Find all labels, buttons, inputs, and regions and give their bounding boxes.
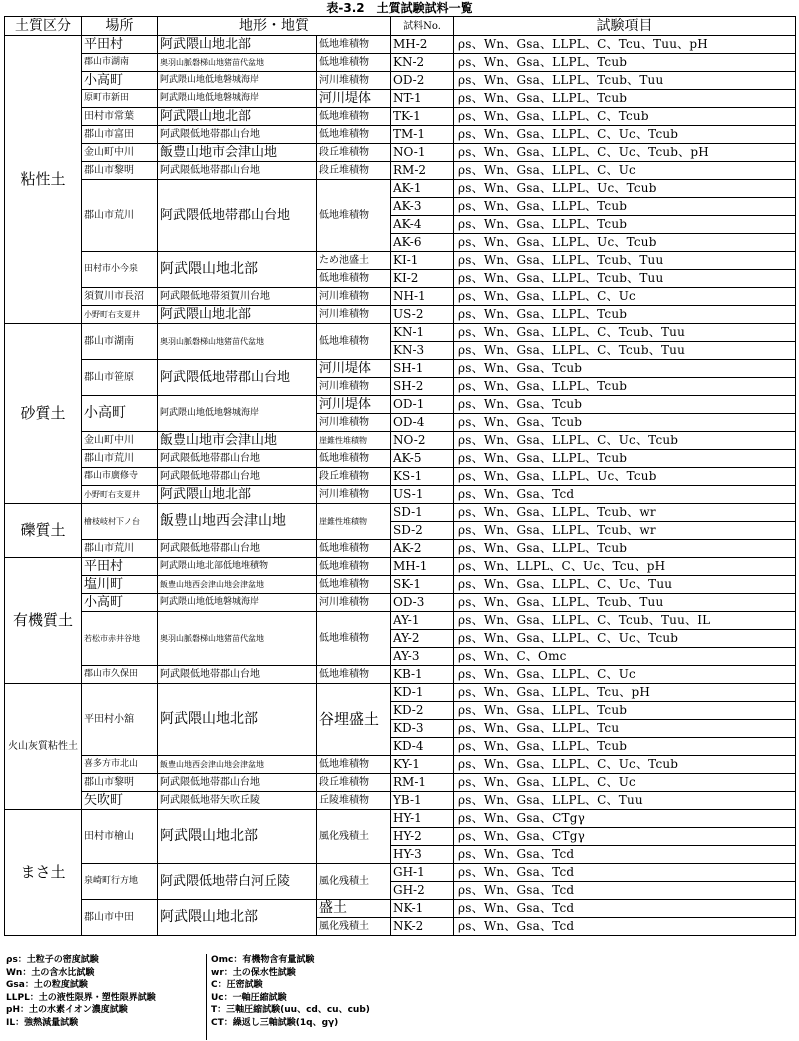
geology-cell: 低地堆積物 bbox=[317, 108, 391, 126]
place-cell: 小野町右支夏井 bbox=[82, 486, 158, 504]
geology-cell: 低地堆積物 bbox=[317, 180, 391, 252]
place-cell: 郡山市湖南 bbox=[82, 324, 158, 360]
legend-left-column bbox=[6, 954, 156, 1029]
category-cell: まさ土 bbox=[5, 810, 82, 936]
tests-cell: ρs、Wn、Gsa、Tcub bbox=[454, 414, 796, 432]
table-row bbox=[5, 468, 796, 486]
tests-cell: ρs、Wn、Gsa、Tcd bbox=[454, 918, 796, 936]
sample-no-cell: RM-2 bbox=[391, 162, 454, 180]
table-row bbox=[5, 72, 796, 90]
place-cell: 須賀川市長沼 bbox=[82, 288, 158, 306]
place-cell: 原町市新田 bbox=[82, 90, 158, 108]
geology-cell: ため池盛土 bbox=[317, 252, 391, 270]
sample-no-cell: KN-2 bbox=[391, 54, 454, 72]
sample-no-cell: OD-3 bbox=[391, 594, 454, 612]
geology-cell: 河川堆積物 bbox=[317, 414, 391, 432]
table-row bbox=[5, 810, 796, 828]
tests-cell: ρs、Wn、Gsa、LLPL、Uc、Tcub bbox=[454, 234, 796, 252]
place-cell: 小高町 bbox=[82, 594, 158, 612]
geology-cell: 谷埋盛土 bbox=[317, 684, 391, 756]
geology-cell: 低地堆積物 bbox=[317, 54, 391, 72]
tests-cell: ρs、Wn、Gsa、LLPL、Tcub bbox=[454, 540, 796, 558]
legend-right-column bbox=[206, 954, 370, 1040]
terrain-cell: 奥羽山脈磐梯山地猪苗代盆地 bbox=[158, 324, 317, 360]
terrain-cell: 飯豊山地市会津山地 bbox=[158, 432, 317, 450]
tests-cell: ρs、Wn、Gsa、LLPL、Tcu、pH bbox=[454, 684, 796, 702]
sample-no-cell: KN-3 bbox=[391, 342, 454, 360]
sample-no-cell: KI-2 bbox=[391, 270, 454, 288]
sample-no-cell: SH-1 bbox=[391, 360, 454, 378]
sample-no-cell: OD-2 bbox=[391, 72, 454, 90]
tests-cell: ρs、Wn、Gsa、LLPL、Tcub、Tuu bbox=[454, 270, 796, 288]
geology-cell: 盛土 bbox=[317, 900, 391, 918]
place-cell: 郡山市笹原 bbox=[82, 360, 158, 396]
table-row bbox=[5, 540, 796, 558]
place-cell: 郡山市廣修寺 bbox=[82, 468, 158, 486]
geology-cell: 段丘堆積物 bbox=[317, 774, 391, 792]
table-row bbox=[5, 486, 796, 504]
tests-cell: ρs、Wn、Gsa、LLPL、Tcu bbox=[454, 720, 796, 738]
terrain-cell: 阿武隈山地北部 bbox=[158, 810, 317, 864]
sample-no-cell: KD-3 bbox=[391, 720, 454, 738]
terrain-cell: 飯豊山地西会津山地会津盆地 bbox=[158, 576, 317, 594]
table-row bbox=[5, 108, 796, 126]
sample-no-cell: OD-4 bbox=[391, 414, 454, 432]
legend-item: ρs：土粒子の密度試験 bbox=[6, 955, 99, 965]
terrain-cell: 阿武隈山地低地磐城海岸 bbox=[158, 594, 317, 612]
sample-no-cell: RM-1 bbox=[391, 774, 454, 792]
legend-item: IL：強熱減量試験 bbox=[6, 1017, 79, 1028]
tests-cell: ρs、Wn、Gsa、Tcub bbox=[454, 360, 796, 378]
sample-no-cell: US-2 bbox=[391, 306, 454, 324]
table-row bbox=[5, 504, 796, 522]
legend-item: CT：繰返し三軸試験(1q、gγ) bbox=[211, 1017, 339, 1028]
place-cell: 郡山市湖南 bbox=[82, 54, 158, 72]
place-cell: 檜枝岐村下ノ台 bbox=[82, 504, 158, 540]
terrain-cell: 阿武隈低地帯郡山台地 bbox=[158, 180, 317, 252]
sample-no-cell: KB-1 bbox=[391, 666, 454, 684]
terrain-cell: 阿武隈山地低地磐城海岸 bbox=[158, 396, 317, 432]
sample-no-cell: KD-4 bbox=[391, 738, 454, 756]
table-row bbox=[5, 594, 796, 612]
tests-cell: ρs、Wn、Gsa、LLPL、Tcub、Tuu bbox=[454, 72, 796, 90]
sample-no-cell: AK-4 bbox=[391, 216, 454, 234]
geology-cell: 低地堆積物 bbox=[317, 576, 391, 594]
table-row bbox=[5, 162, 796, 180]
header-soil-class: 土質区分 bbox=[5, 17, 82, 36]
sample-no-cell: GH-2 bbox=[391, 882, 454, 900]
table-row bbox=[5, 252, 796, 270]
sample-no-cell: AK-6 bbox=[391, 234, 454, 252]
table-row bbox=[5, 360, 796, 378]
geology-cell: 低地堆積物 bbox=[317, 36, 391, 54]
sample-no-cell: KI-1 bbox=[391, 252, 454, 270]
terrain-cell: 阿武隈山地低地磐城海岸 bbox=[158, 72, 317, 90]
category-cell: 有機質土 bbox=[5, 558, 82, 684]
geology-cell: 低地堆積物 bbox=[317, 270, 391, 288]
table-row bbox=[5, 90, 796, 108]
tests-cell: ρs、Wn、Gsa、LLPL、C、Uc、Tcub bbox=[454, 756, 796, 774]
terrain-cell: 阿武隈低地帯郡山台地 bbox=[158, 360, 317, 396]
tests-cell: ρs、Wn、Gsa、CTgγ bbox=[454, 810, 796, 828]
tests-cell: ρs、Wn、Gsa、LLPL、C、Tuu bbox=[454, 792, 796, 810]
tests-cell: ρs、Wn、Gsa、LLPL、C、Uc bbox=[454, 774, 796, 792]
terrain-cell: 奥羽山脈磐梯山地猪苗代盆地 bbox=[158, 54, 317, 72]
tests-cell: ρs、Wn、Gsa、LLPL、Tcub、wr bbox=[454, 522, 796, 540]
sample-no-cell: AY-2 bbox=[391, 630, 454, 648]
tests-cell: ρs、Wn、Gsa、LLPL、Uc、Tcub bbox=[454, 180, 796, 198]
tests-cell: ρs、Wn、Gsa、Tcd bbox=[454, 900, 796, 918]
terrain-cell: 阿武隈低地帯郡山台地 bbox=[158, 450, 317, 468]
tests-cell: ρs、Wn、Gsa、LLPL、C、Uc、Tcub bbox=[454, 630, 796, 648]
terrain-cell: 阿武隈山地北部 bbox=[158, 36, 317, 54]
tests-cell: ρs、Wn、Gsa、LLPL、C、Uc、Tcub bbox=[454, 432, 796, 450]
geology-cell: 低地堆積物 bbox=[317, 540, 391, 558]
geology-cell: 河川堆積物 bbox=[317, 378, 391, 396]
terrain-cell: 阿武隈低地帯郡山台地 bbox=[158, 162, 317, 180]
table-row bbox=[5, 684, 796, 702]
table-row bbox=[5, 864, 796, 882]
geology-cell: 段丘堆積物 bbox=[317, 162, 391, 180]
geology-cell: 低地堆積物 bbox=[317, 450, 391, 468]
terrain-cell: 阿武隈低地帯郡山台地 bbox=[158, 774, 317, 792]
sample-no-cell: SD-1 bbox=[391, 504, 454, 522]
table-row bbox=[5, 612, 796, 630]
terrain-cell: 阿武隈山地北部 bbox=[158, 486, 317, 504]
geology-cell: 低地堆積物 bbox=[317, 324, 391, 360]
tests-cell: ρs、Wn、Gsa、LLPL、Tcub bbox=[454, 378, 796, 396]
place-cell: 郡山市荒川 bbox=[82, 180, 158, 252]
place-cell: 田村市常葉 bbox=[82, 108, 158, 126]
legend-item: pH：土の水素イオン濃度試験 bbox=[6, 1005, 128, 1015]
tests-cell: ρs、Wn、Gsa、Tcd bbox=[454, 864, 796, 882]
category-cell: 火山灰質粘性土 bbox=[5, 684, 82, 810]
place-cell: 小高町 bbox=[82, 72, 158, 90]
geology-cell: 風化残積土 bbox=[317, 918, 391, 936]
tests-cell: ρs、Wn、Gsa、LLPL、Tcub bbox=[454, 90, 796, 108]
tests-cell: ρs、Wn、Gsa、Tcd bbox=[454, 486, 796, 504]
legend-item: Omc：有機物含有量試験 bbox=[211, 955, 315, 965]
geology-cell: 崖錐性堆積物 bbox=[317, 432, 391, 450]
tests-cell: ρs、Wn、Gsa、Tcub bbox=[454, 396, 796, 414]
header-tests: 試験項目 bbox=[454, 17, 796, 36]
legend-item: LLPL：土の液性限界・塑性限界試験 bbox=[6, 992, 156, 1003]
terrain-cell: 飯豊山地市会津山地 bbox=[158, 144, 317, 162]
sample-no-cell: KD-2 bbox=[391, 702, 454, 720]
terrain-cell: 奥羽山脈磐梯山地猪苗代盆地 bbox=[158, 612, 317, 666]
tests-cell: ρs、Wn、Gsa、LLPL、Tcub bbox=[454, 738, 796, 756]
place-cell: 田村市小今泉 bbox=[82, 252, 158, 288]
geology-cell: 崖錐性堆積物 bbox=[317, 504, 391, 540]
tests-cell: ρs、Wn、Gsa、LLPL、C、Uc bbox=[454, 288, 796, 306]
header-terrain: 地形・地質 bbox=[158, 17, 391, 36]
header-sample-no: 試料No. bbox=[391, 17, 454, 36]
place-cell: 平田村小舘 bbox=[82, 684, 158, 756]
place-cell: 泉崎町行方地 bbox=[82, 864, 158, 900]
legend-item: Uc：一軸圧縮試験 bbox=[211, 992, 287, 1003]
sample-no-cell: MH-2 bbox=[391, 36, 454, 54]
sample-no-cell: KN-1 bbox=[391, 324, 454, 342]
sample-no-cell: NT-1 bbox=[391, 90, 454, 108]
sample-no-cell: US-1 bbox=[391, 486, 454, 504]
tests-cell: ρs、Wn、LLPL、C、Uc、Tcu、pH bbox=[454, 558, 796, 576]
geology-cell: 低地堆積物 bbox=[317, 126, 391, 144]
terrain-cell: 阿武隈低地帯矢吹丘陵 bbox=[158, 792, 317, 810]
geology-cell: 河川堤体 bbox=[317, 360, 391, 378]
table-row bbox=[5, 774, 796, 792]
sample-no-cell: KD-1 bbox=[391, 684, 454, 702]
geology-cell: 河川堤体 bbox=[317, 396, 391, 414]
place-cell: 喜多方市北山 bbox=[82, 756, 158, 774]
place-cell: 塩川町 bbox=[82, 576, 158, 594]
tests-cell: ρs、Wn、Gsa、LLPL、Tcub bbox=[454, 450, 796, 468]
tests-cell: ρs、Wn、Gsa、LLPL、C、Uc、Tcub、pH bbox=[454, 144, 796, 162]
table-row bbox=[5, 756, 796, 774]
place-cell: 郡山市荒川 bbox=[82, 540, 158, 558]
geology-cell: 河川堆積物 bbox=[317, 306, 391, 324]
tests-cell: ρs、Wn、Gsa、LLPL、C、Tcub bbox=[454, 108, 796, 126]
geology-cell: 低地堆積物 bbox=[317, 756, 391, 774]
tests-cell: ρs、Wn、C、Omc bbox=[454, 648, 796, 666]
soil-sample-table bbox=[4, 16, 796, 936]
geology-cell: 風化残積土 bbox=[317, 864, 391, 900]
geology-cell: 低地堆積物 bbox=[317, 612, 391, 666]
sample-no-cell: TM-1 bbox=[391, 126, 454, 144]
tests-cell: ρs、Wn、Gsa、CTgγ bbox=[454, 828, 796, 846]
place-cell: 金山町中川 bbox=[82, 432, 158, 450]
sample-no-cell: AK-5 bbox=[391, 450, 454, 468]
category-cell: 礫質土 bbox=[5, 504, 82, 558]
sample-no-cell: HY-3 bbox=[391, 846, 454, 864]
terrain-cell: 飯豊山地西会津山地会津盆地 bbox=[158, 756, 317, 774]
tests-cell: ρs、Wn、Gsa、LLPL、C、Tcub、Tuu bbox=[454, 342, 796, 360]
sample-no-cell: YB-1 bbox=[391, 792, 454, 810]
table-row bbox=[5, 450, 796, 468]
sample-no-cell: HY-1 bbox=[391, 810, 454, 828]
terrain-cell: 阿武隈低地帯郡山台地 bbox=[158, 468, 317, 486]
terrain-cell: 飯豊山地西会津山地 bbox=[158, 504, 317, 540]
geology-cell: 低地堆積物 bbox=[317, 666, 391, 684]
place-cell: 郡山市黎明 bbox=[82, 162, 158, 180]
sample-no-cell: AK-3 bbox=[391, 198, 454, 216]
legend bbox=[4, 954, 795, 1040]
geology-cell: 丘陵堆積物 bbox=[317, 792, 391, 810]
place-cell: 郡山市久保田 bbox=[82, 666, 158, 684]
legend-item: C：圧密試験 bbox=[211, 980, 263, 990]
place-cell: 平田村 bbox=[82, 558, 158, 576]
sample-no-cell: SH-2 bbox=[391, 378, 454, 396]
table-row bbox=[5, 126, 796, 144]
terrain-cell: 阿武隈山地北部 bbox=[158, 306, 317, 324]
place-cell: 郡山市中田 bbox=[82, 900, 158, 936]
place-cell: 矢吹町 bbox=[82, 792, 158, 810]
place-cell: 金山町中川 bbox=[82, 144, 158, 162]
tests-cell: ρs、Wn、Gsa、Tcd bbox=[454, 846, 796, 864]
terrain-cell: 阿武隈低地帯郡山台地 bbox=[158, 126, 317, 144]
tests-cell: ρs、Wn、Gsa、LLPL、Tcub bbox=[454, 216, 796, 234]
table-row bbox=[5, 36, 796, 54]
place-cell: 若松市赤井谷地 bbox=[82, 612, 158, 666]
sample-no-cell: NK-2 bbox=[391, 918, 454, 936]
sample-no-cell: HY-2 bbox=[391, 828, 454, 846]
geology-cell: 段丘堆積物 bbox=[317, 468, 391, 486]
place-cell: 小高町 bbox=[82, 396, 158, 432]
tests-cell: ρs、Wn、Gsa、LLPL、Tcub bbox=[454, 702, 796, 720]
terrain-cell: 阿武隈低地帯郡山台地 bbox=[158, 666, 317, 684]
table-title: 表-3.2 土質試験試料一覧 bbox=[326, 1, 473, 15]
sample-no-cell: SK-1 bbox=[391, 576, 454, 594]
geology-cell: 河川堆積物 bbox=[317, 288, 391, 306]
sample-no-cell: SD-2 bbox=[391, 522, 454, 540]
sample-no-cell: AK-1 bbox=[391, 180, 454, 198]
legend-item: T：三軸圧縮試験(uu、cd、cu、cub) bbox=[211, 1005, 370, 1015]
legend-item: Wn：土の含水比試験 bbox=[6, 967, 95, 978]
sample-no-cell: MH-1 bbox=[391, 558, 454, 576]
tests-cell: ρs、Wn、Gsa、LLPL、C、Uc、Tcub bbox=[454, 126, 796, 144]
place-cell: 田村市檜山 bbox=[82, 810, 158, 864]
tests-cell: ρs、Wn、Gsa、LLPL、Uc、Tcub bbox=[454, 468, 796, 486]
table-row bbox=[5, 792, 796, 810]
table-row bbox=[5, 324, 796, 342]
terrain-cell: 阿武隈山地低地磐城海岸 bbox=[158, 90, 317, 108]
tests-cell: ρs、Wn、Gsa、LLPL、C、Tcub、Tuu、IL bbox=[454, 612, 796, 630]
table-row bbox=[5, 306, 796, 324]
tests-cell: ρs、Wn、Gsa、LLPL、Tcub、Tuu bbox=[454, 252, 796, 270]
place-cell: 郡山市黎明 bbox=[82, 774, 158, 792]
geology-cell: 段丘堆積物 bbox=[317, 144, 391, 162]
geology-cell: 風化残積土 bbox=[317, 810, 391, 864]
table-row bbox=[5, 396, 796, 414]
tests-cell: ρs、Wn、Gsa、LLPL、C、Uc bbox=[454, 666, 796, 684]
legend-item: Gsa：土の粒度試験 bbox=[6, 980, 88, 990]
sample-no-cell: KY-1 bbox=[391, 756, 454, 774]
tests-cell: ρs、Wn、Gsa、LLPL、Tcub bbox=[454, 54, 796, 72]
place-cell: 平田村 bbox=[82, 36, 158, 54]
tests-cell: ρs、Wn、Gsa、LLPL、C、Uc、Tuu bbox=[454, 576, 796, 594]
table-row bbox=[5, 288, 796, 306]
header-place: 場所 bbox=[82, 17, 158, 36]
table-row bbox=[5, 576, 796, 594]
table-row bbox=[5, 144, 796, 162]
legend-item: wr：土の保水性試験 bbox=[211, 967, 296, 978]
sample-no-cell: NO-1 bbox=[391, 144, 454, 162]
sample-no-cell: NO-2 bbox=[391, 432, 454, 450]
terrain-cell: 阿武隈低地帯郡山台地 bbox=[158, 540, 317, 558]
geology-cell: 河川堆積物 bbox=[317, 486, 391, 504]
place-cell: 郡山市富田 bbox=[82, 126, 158, 144]
place-cell: 郡山市荒川 bbox=[82, 450, 158, 468]
table-row bbox=[5, 558, 796, 576]
sample-no-cell: AY-3 bbox=[391, 648, 454, 666]
sample-no-cell: NH-1 bbox=[391, 288, 454, 306]
table-row bbox=[5, 54, 796, 72]
header-row bbox=[5, 17, 796, 36]
tests-cell: ρs、Wn、Gsa、LLPL、Tcub、Tuu bbox=[454, 594, 796, 612]
table-row bbox=[5, 180, 796, 198]
tests-cell: ρs、Wn、Gsa、LLPL、Tcub bbox=[454, 306, 796, 324]
tests-cell: ρs、Wn、Gsa、LLPL、Tcub、wr bbox=[454, 504, 796, 522]
geology-cell: 河川堆積物 bbox=[317, 72, 391, 90]
category-cell: 粘性土 bbox=[5, 36, 82, 324]
terrain-cell: 阿武隈低地帯須賀川台地 bbox=[158, 288, 317, 306]
terrain-cell: 阿武隈山地北部 bbox=[158, 108, 317, 126]
geology-cell: 河川堤体 bbox=[317, 90, 391, 108]
category-cell: 砂質土 bbox=[5, 324, 82, 504]
terrain-cell: 阿武隈山地北部 bbox=[158, 684, 317, 756]
sample-no-cell: AY-1 bbox=[391, 612, 454, 630]
terrain-cell: 阿武隈山地北部 bbox=[158, 252, 317, 288]
terrain-cell: 阿武隈山地北部 bbox=[158, 900, 317, 936]
table-row bbox=[5, 900, 796, 918]
table-row bbox=[5, 432, 796, 450]
tests-cell: ρs、Wn、Gsa、Tcd bbox=[454, 882, 796, 900]
sample-no-cell: GH-1 bbox=[391, 864, 454, 882]
tests-cell: ρs、Wn、Gsa、LLPL、Tcub bbox=[454, 198, 796, 216]
sample-no-cell: NK-1 bbox=[391, 900, 454, 918]
table-row bbox=[5, 666, 796, 684]
tests-cell: ρs、Wn、Gsa、LLPL、C、Tcu、Tuu、pH bbox=[454, 36, 796, 54]
sample-no-cell: TK-1 bbox=[391, 108, 454, 126]
tests-cell: ρs、Wn、Gsa、LLPL、C、Tcub、Tuu bbox=[454, 324, 796, 342]
terrain-cell: 阿武隈低地帯白河丘陵 bbox=[158, 864, 317, 900]
sample-no-cell: KS-1 bbox=[391, 468, 454, 486]
sample-no-cell: AK-2 bbox=[391, 540, 454, 558]
sample-no-cell: OD-1 bbox=[391, 396, 454, 414]
geology-cell: 河川堆積物 bbox=[317, 594, 391, 612]
geology-cell: 低地堆積物 bbox=[317, 558, 391, 576]
tests-cell: ρs、Wn、Gsa、LLPL、C、Uc bbox=[454, 162, 796, 180]
terrain-cell: 阿武隈山地北部低地堆積物 bbox=[158, 558, 317, 576]
place-cell: 小野町右支夏井 bbox=[82, 306, 158, 324]
